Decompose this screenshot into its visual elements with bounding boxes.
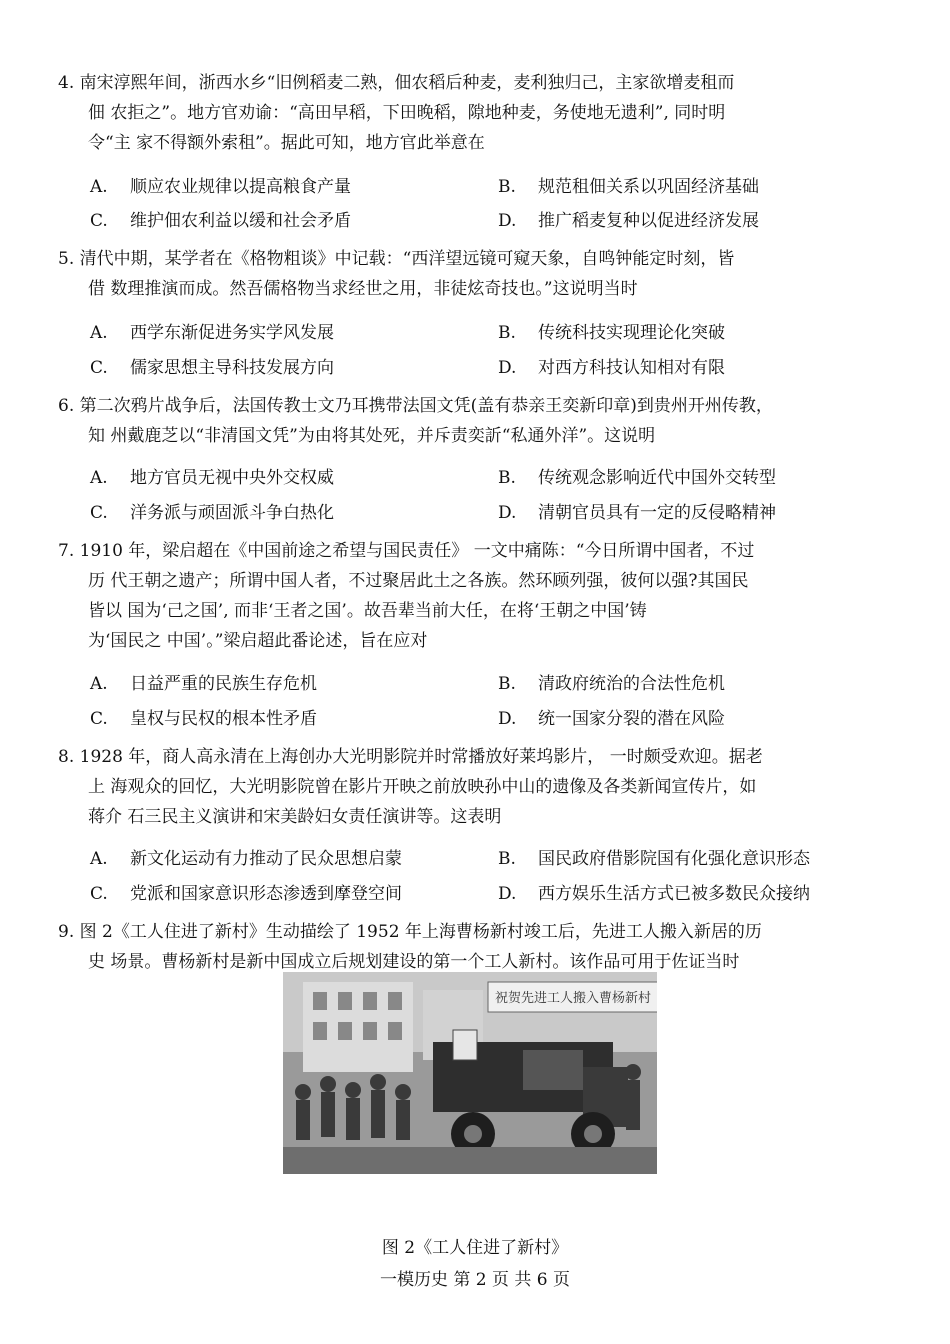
question-8-line: 蒋介 石三民主义演讲和宋美龄妇女责任演讲等。这表明: [88, 807, 502, 827]
question-8-line: 8. 1928 年，商人高永清在上海创办大光明影院并时常播放好莱坞影片， 一时颇受欢迎。据老: [58, 747, 763, 767]
q4-option-a: A. 顺应农业规律以提高粮食产量: [90, 177, 351, 197]
q4-option-c: C. 维护佃农利益以缓和社会矛盾: [90, 211, 351, 231]
question-9: [58, 917, 888, 977]
question-7-line: 历 代王朝之遗产；所谓中国人者，不过聚居此土之各族。然环顾列强，彼何以强?其国民: [88, 571, 749, 591]
question-5-line: 借 数理推演而成。然吾儒格物当求经世之用，非徒炫奇技也。”这说明当时: [88, 279, 638, 299]
q7-option-d: D. 统一国家分裂的潜在风险: [498, 709, 725, 729]
question-7-line: 7. 1910 年，梁启超在《中国前途之希望与国民责任》 一文中痛陈：“今日所谓中国者，不过: [58, 541, 755, 561]
question-8-line: 上 海观众的回忆，大光明影院曾在影片开映之前放映孙中山的遗像及各类新闻宣传片，如: [88, 777, 757, 797]
question-4-line: 令“主 家不得额外索租”。据此可知，地方官此举意在: [88, 133, 485, 153]
q6-option-c: C. 洋务派与顽固派斗争白热化: [90, 503, 334, 523]
figure-caption: 图 2《工人住进了新村》: [381, 1238, 569, 1258]
q8-option-b: B. 国民政府借影院国有化强化意识形态: [498, 849, 810, 869]
q4-option-d: D. 推广稻麦复种以促进经济发展: [498, 211, 759, 231]
question-5: [58, 244, 888, 304]
question-7-line: 为‘国民之 中国’。”梁启超此番论述，旨在应对: [88, 631, 428, 651]
q4-option-b: B. 规范租佃关系以巩固经济基础: [498, 177, 759, 197]
question-6-line: 知 州戴鹿芝以“非清国文凭”为由将其处死，并斥责奕訢“私通外洋”。这说明: [88, 426, 656, 446]
question-8: [58, 742, 888, 832]
q7-option-b: B. 清政府统治的合法性危机: [498, 674, 725, 694]
q6-option-b: B. 传统观念影响近代中国外交转型: [498, 468, 776, 488]
question-4-line: 4. 南宋淳熙年间，浙西水乡“旧例稻麦二熟，佃农稻后种麦，麦利独归己，主家欲增麦租而: [58, 73, 735, 93]
question-7-line: 皆以 国为‘己之国’, 而非‘王者之国’。故吾辈当前大任，在将‘王朝之中国’铸: [88, 601, 647, 621]
workers-new-village-image: [283, 972, 657, 1174]
q7-option-c: C. 皇权与民权的根本性矛盾: [90, 709, 317, 729]
q7-option-a: A. 日益严重的民族生存危机: [90, 674, 317, 694]
question-6: [58, 391, 888, 451]
q8-option-c: C. 党派和国家意识形态渗透到摩登空间: [90, 884, 402, 904]
q8-option-d: D. 西方娱乐生活方式已被多数民众接纳: [498, 884, 810, 904]
question-6-line: 6. 第二次鸦片战争后，法国传教士文乃耳携带法国文凭(盖有恭亲王奕新印章)到贵州开州传教，: [58, 396, 773, 416]
question-4: [58, 68, 888, 158]
question-9-line: 9. 图 2《工人住进了新村》生动描绘了 1952 年上海曹杨新村竣工后，先进工人搬入新居的历: [58, 922, 762, 942]
question-7: [58, 536, 888, 656]
page-footer: 一模历史 第 2 页 共 6 页: [379, 1270, 571, 1290]
q5-option-b: B. 传统科技实现理论化突破: [498, 323, 725, 343]
banner-text: 祝贺先进工人搬入曹杨新村: [495, 991, 652, 1006]
q5-option-d: D. 对西方科技认知相对有限: [498, 358, 725, 378]
q5-option-a: A. 西学东渐促进务实学风发展: [90, 323, 334, 343]
question-9-line: 史 场景。曹杨新村是新中国成立后规划建设的第一个工人新村。该作品可用于佐证当时: [88, 952, 740, 972]
question-5-line: 5. 清代中期，某学者在《格物粗谈》中记载：“西洋望远镜可窥天象，自鸣钟能定时刻，皆: [58, 249, 735, 269]
q8-option-a: A. 新文化运动有力推动了民众思想启蒙: [90, 849, 402, 869]
q6-option-a: A. 地方官员无视中央外交权威: [90, 468, 334, 488]
q5-option-c: C. 儒家思想主导科技发展方向: [90, 358, 334, 378]
q6-option-d: D. 清朝官员具有一定的反侵略精神: [498, 503, 776, 523]
question-4-line: 佃 农拒之”。地方官劝谕：“高田早稻，下田晚稻，隙地种麦，务使地无遗利”, 同时明: [88, 103, 726, 123]
